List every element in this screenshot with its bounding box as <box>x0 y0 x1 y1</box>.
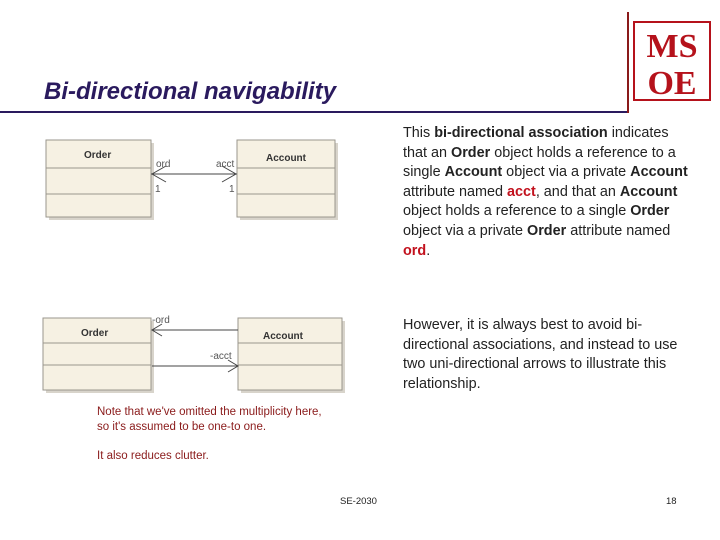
multiplicity-left: 1 <box>155 184 161 195</box>
bold-term: Account <box>619 183 678 200</box>
role-label-acct: -acct <box>210 351 232 362</box>
text-segment: attribute named <box>403 183 507 200</box>
role-label-ord: ord <box>156 159 171 170</box>
uml-class-order <box>46 140 154 220</box>
logo-line-1: MS <box>646 28 698 65</box>
uml-class-name: Order <box>81 328 109 339</box>
text-segment: , and that an <box>535 183 620 200</box>
text-segment: object holds a reference to a single <box>403 144 676 181</box>
uml-class-account <box>237 140 338 220</box>
multiplicity-right: 1 <box>229 184 235 195</box>
logo-line-2: OE <box>647 65 697 102</box>
bold-term: Order <box>630 203 670 220</box>
bold-term: Order <box>451 144 491 161</box>
uml-class-name: Order <box>84 150 112 161</box>
text-segment: . <box>426 242 431 259</box>
bold-term: Account <box>444 164 503 181</box>
text-segment: object via a private <box>403 222 527 239</box>
recommendation-paragraph: However, it is always best to avoid bi-directional associations, and instead to use two uni-directional arrows to illustrate this relationship. <box>403 317 678 392</box>
footer-course-code: SE-2030 <box>340 496 377 507</box>
text-segment: This <box>403 125 435 141</box>
page-number: 18 <box>666 496 677 507</box>
bold-term: bi-directional association <box>434 125 608 141</box>
role-label-acct: acct <box>216 159 235 170</box>
uml-class-name: Account <box>263 331 303 342</box>
uml-class-name: Account <box>266 153 306 164</box>
bold-term: Account <box>630 164 688 181</box>
header-divider <box>627 12 629 113</box>
text-segment: object via a private <box>502 164 631 181</box>
text-segment: attribute named <box>566 222 671 239</box>
attribute-name: acct <box>507 183 536 200</box>
title-underline <box>0 111 628 113</box>
uml-class-order <box>43 318 154 393</box>
role-label-ord: -ord <box>152 315 170 326</box>
uml-class-account <box>238 318 345 393</box>
text-segment: indicates that an <box>403 125 669 161</box>
bold-term: Order <box>527 222 567 239</box>
msoe-logo <box>632 20 712 102</box>
clutter-note: It also reduces clutter. <box>97 450 209 462</box>
uml-diagram-unidirectional <box>38 310 348 400</box>
explanation-paragraph <box>403 124 693 261</box>
multiplicity-note: Note that we've omitted the multiplicity here, so it's assumed to be one-to one. <box>97 406 322 433</box>
uml-diagram-bidirectional <box>44 136 344 221</box>
text-segment: object holds a reference to a single <box>403 203 631 220</box>
attribute-name: ord <box>403 242 427 259</box>
slide-title: Bi-directional navigability <box>44 78 337 105</box>
